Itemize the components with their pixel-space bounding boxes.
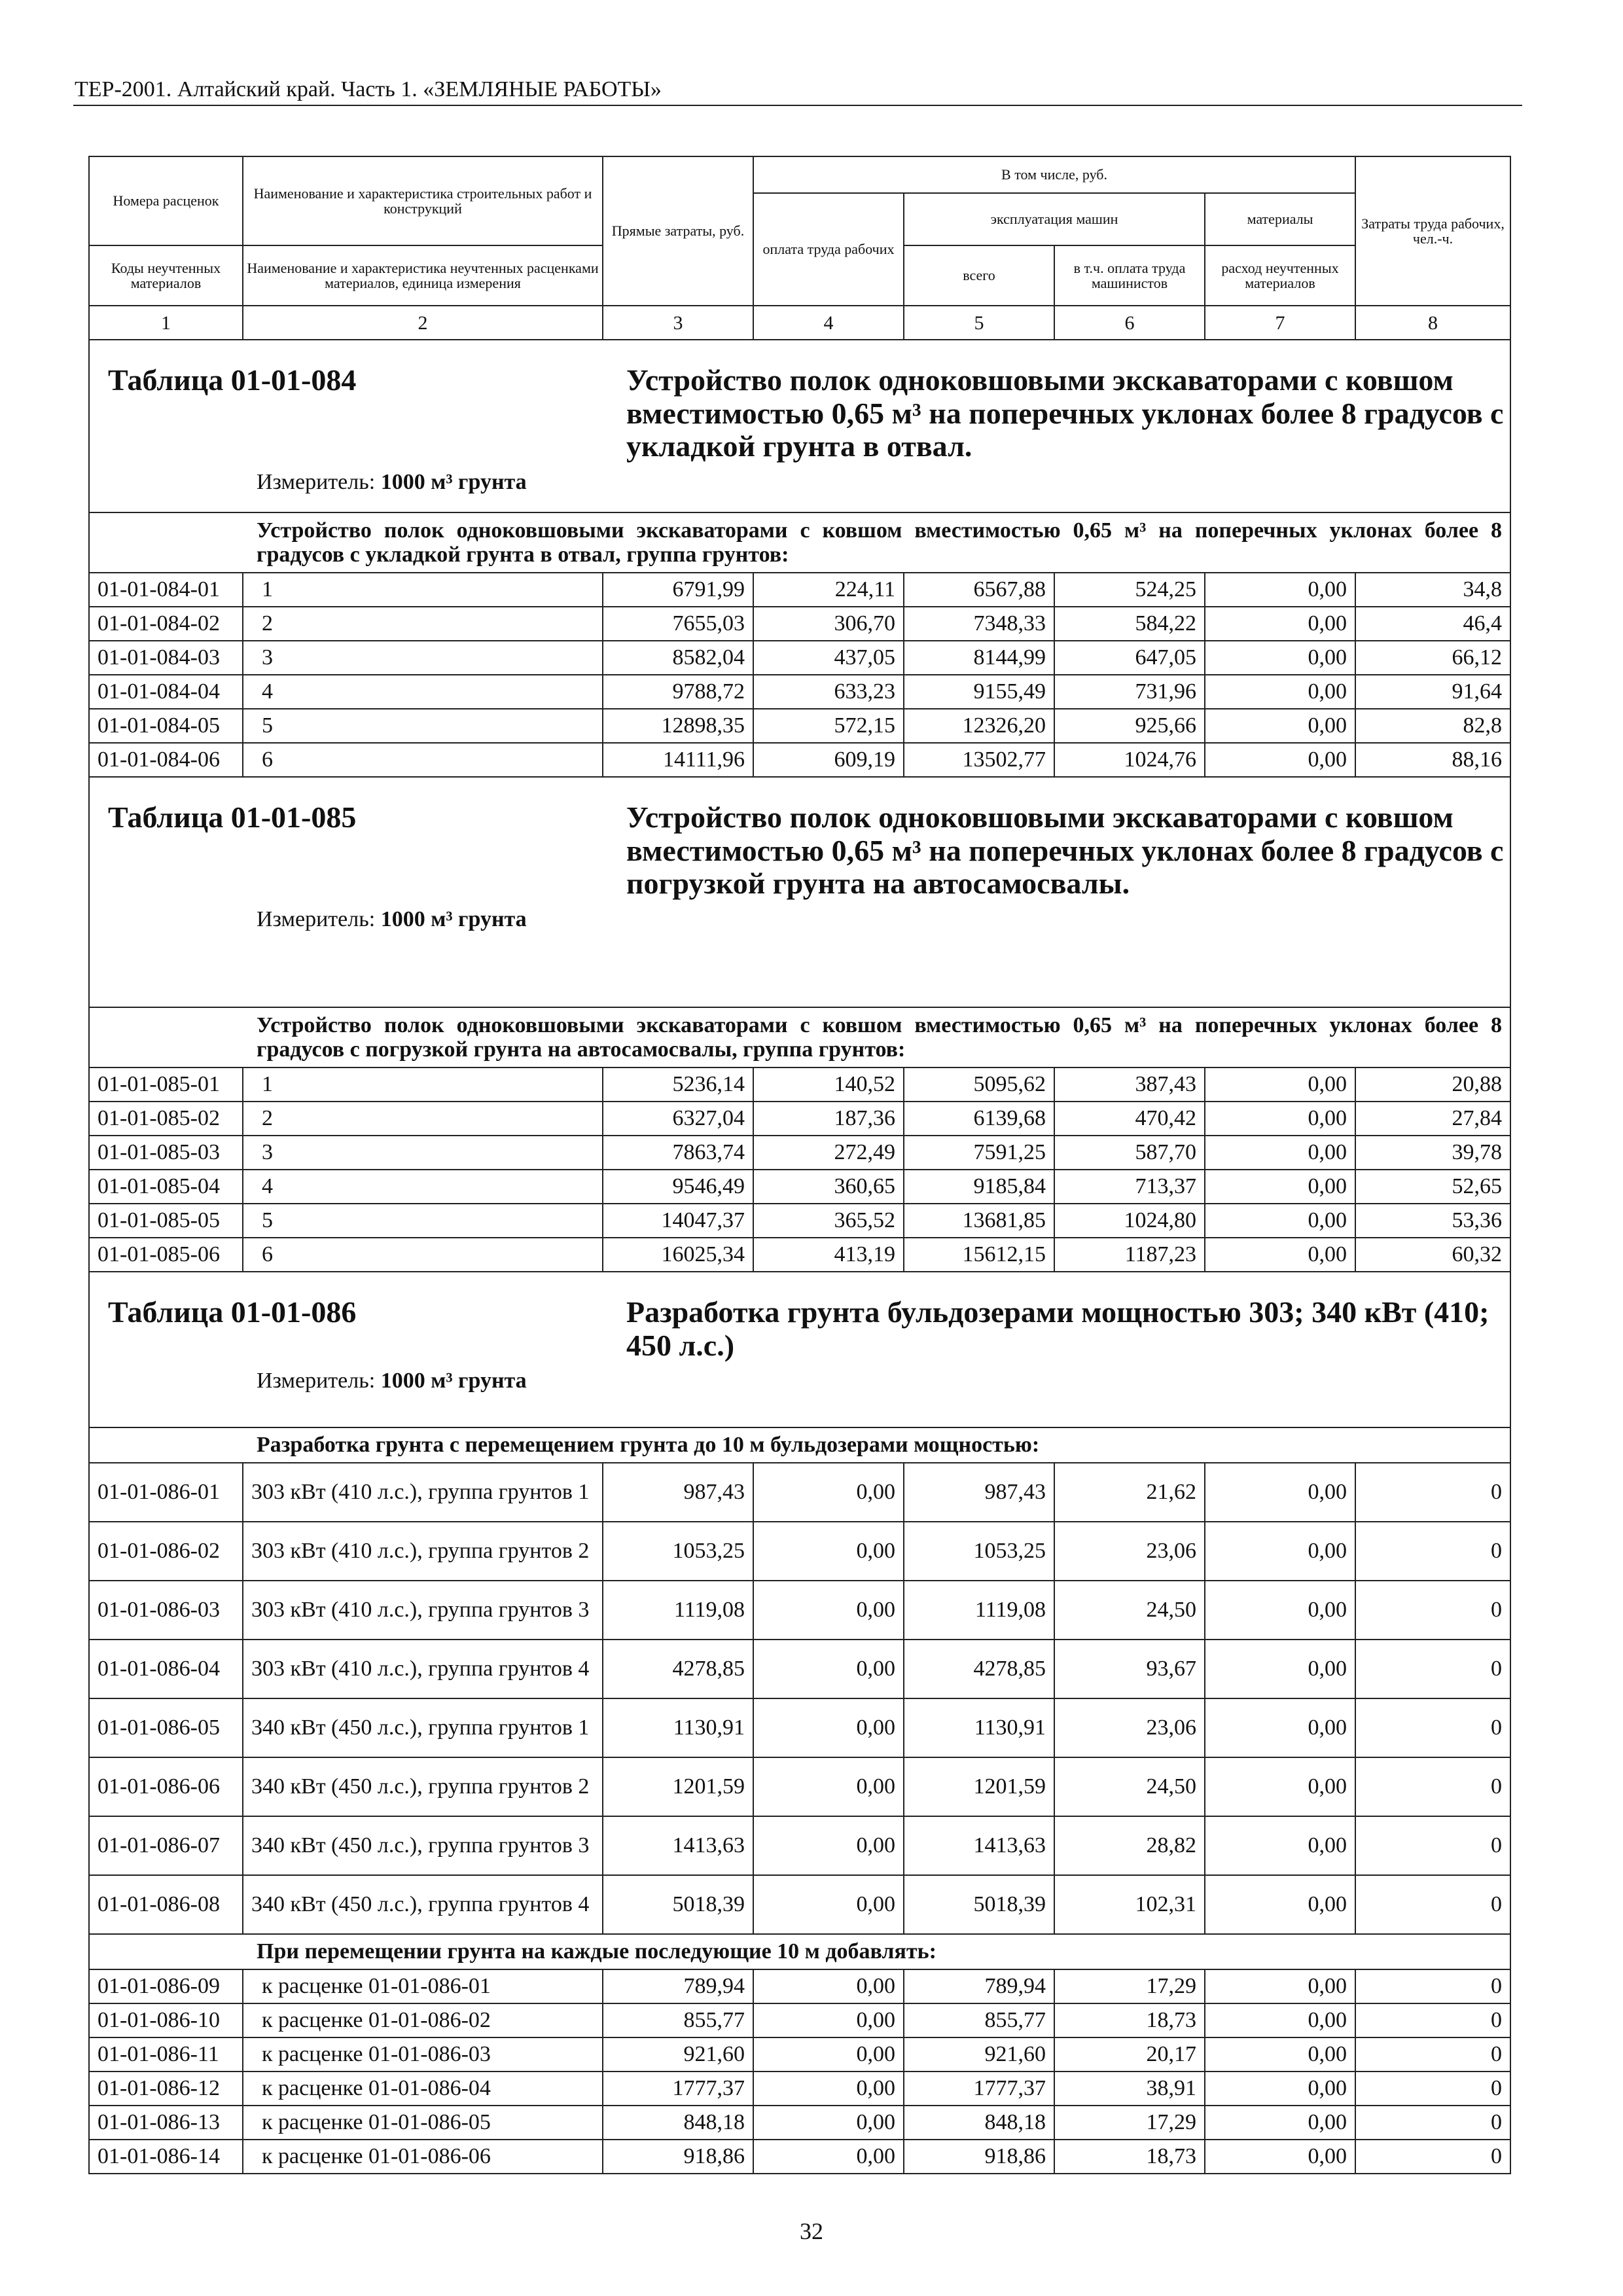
table-cell: 187,36 [753,1102,904,1136]
header-materials: материалы [1205,193,1355,245]
rates-table [88,156,1511,2174]
col-num: 2 [243,306,603,340]
table-cell: 0,00 [1205,1102,1355,1136]
table-cell: 28,82 [1054,1816,1205,1875]
table-cell: 0,00 [1205,607,1355,641]
col-num: 5 [904,306,1054,340]
table-cell: 140,52 [753,1067,904,1102]
table-cell: 0,00 [753,1640,904,1698]
table-cell: 01-01-086-08 [89,1875,243,1934]
table-row [89,1969,1510,2003]
table-cell: 12898,35 [603,709,753,743]
table-cell: 01-01-086-07 [89,1816,243,1875]
table-cell: 0,00 [753,2106,904,2140]
table-cell: 633,23 [753,675,904,709]
table-cell: 0,00 [1205,1698,1355,1757]
table-cell: 01-01-085-02 [89,1102,243,1136]
measure-label: Измеритель: [257,906,376,931]
table-cell: 0 [1355,1640,1510,1698]
group-heading: Разработка грунта с перемещением грунта до 10 м бульдозерами мощностью: [89,1427,1510,1463]
table-row [89,1102,1510,1136]
table-cell: 1024,80 [1054,1204,1205,1238]
table-cell: 0,00 [753,1581,904,1640]
table-cell: 303 кВт (410 л.с.), группа грунтов 2 [243,1522,603,1581]
table-cell: 6791,99 [603,573,753,607]
table-cell: 0,00 [1205,1204,1355,1238]
table-cell: 23,06 [1054,1698,1205,1757]
table-cell: 01-01-084-05 [89,709,243,743]
group-row [89,512,1510,573]
table-cell: 01-01-084-03 [89,641,243,675]
table-cell: 987,43 [603,1463,753,1522]
table-title-cell [89,340,1510,512]
group-row [89,1427,1510,1463]
table-cell: 53,36 [1355,1204,1510,1238]
header-name: Наименование и характеристика строительных работ и конструкций [243,156,603,245]
table-cell: 1413,63 [904,1816,1054,1875]
table-cell: 584,22 [1054,607,1205,641]
table-row [89,641,1510,675]
table-cell: 9788,72 [603,675,753,709]
table-cell: 6567,88 [904,573,1054,607]
table-title: Разработка грунта бульдозерами мощностью 303; 340 кВт (410; 450 л.с.) [626,1295,1489,1362]
header-rule [73,105,1522,106]
table-cell: 38,91 [1054,2072,1205,2106]
table-row [89,1522,1510,1581]
col-num: 7 [1205,306,1355,340]
table-cell: 0,00 [753,1698,904,1757]
table-cell: 18,73 [1054,2140,1205,2174]
table-cell: 0 [1355,2003,1510,2037]
table-row [89,1757,1510,1816]
table-cell: 88,16 [1355,743,1510,777]
table-cell: 1413,63 [603,1816,753,1875]
table-cell: 01-01-086-03 [89,1581,243,1640]
table-cell: 0,00 [1205,1067,1355,1102]
measure-unit: 1000 м³ грунта [380,906,527,931]
header-mat-exp: расход неучтенных материалов [1205,245,1355,306]
table-cell: 789,94 [904,1969,1054,2003]
table-cell: 921,60 [904,2037,1054,2072]
table-cell: к расценке 01-01-086-01 [243,1969,603,2003]
table-cell: 1201,59 [904,1757,1054,1816]
table-row [89,2106,1510,2140]
table-cell: 7591,25 [904,1136,1054,1170]
table-cell: 0 [1355,2037,1510,2072]
table-cell: 470,42 [1054,1102,1205,1136]
table-cell: 8144,99 [904,641,1054,675]
table-row [89,607,1510,641]
table-cell: 5236,14 [603,1067,753,1102]
table-title-block [89,340,1510,512]
table-row [89,675,1510,709]
table-cell: 7655,03 [603,607,753,641]
table-cell: 01-01-086-09 [89,1969,243,2003]
table-row [89,2072,1510,2106]
table-cell: 93,67 [1054,1640,1205,1698]
measure-unit: 1000 м³ грунта [380,469,527,494]
table-cell: 0 [1355,1875,1510,1934]
table-cell: 1201,59 [603,1757,753,1816]
table-cell: 0 [1355,1698,1510,1757]
table-cell: 1053,25 [904,1522,1054,1581]
table-cell: 01-01-086-04 [89,1640,243,1698]
table-row [89,1170,1510,1204]
table-cell: 1187,23 [1054,1238,1205,1272]
table-cell: 0,00 [1205,1522,1355,1581]
table-cell: 18,73 [1054,2003,1205,2037]
table-cell: 0,00 [1205,1816,1355,1875]
table-cell: 2 [243,1102,603,1136]
table-row [89,743,1510,777]
table-row [89,1136,1510,1170]
table-cell: 0,00 [1205,2106,1355,2140]
table-title: Устройство полок одноковшовыми экскаваторами с ковшом вместимостью 0,65 м³ на поперечных уклонах более 8 градусов с укладкой грунта в отвал. [626,363,1504,463]
table-cell: 1130,91 [603,1698,753,1757]
table-cell: 5095,62 [904,1067,1054,1102]
table-cell: 1777,37 [904,2072,1054,2106]
table-cell: 01-01-086-06 [89,1757,243,1816]
column-numbers [89,306,1510,340]
table-cell: 0,00 [1205,1875,1355,1934]
table-cell: к расценке 01-01-086-05 [243,2106,603,2140]
table-cell: 0,00 [1205,1640,1355,1698]
table-cell: 1024,76 [1054,743,1205,777]
table-cell: 0,00 [1205,743,1355,777]
table-cell: к расценке 01-01-086-02 [243,2003,603,2037]
table-cell: 272,49 [753,1136,904,1170]
table-cell: 20,17 [1054,2037,1205,2072]
table-row [89,2003,1510,2037]
table-cell: 0 [1355,2106,1510,2140]
table-cell: 4 [243,675,603,709]
table-cell: 6327,04 [603,1102,753,1136]
table-cell: 01-01-085-06 [89,1238,243,1272]
table-cell: 23,06 [1054,1522,1205,1581]
table-cell: 987,43 [904,1463,1054,1522]
measure-label: Измеритель: [257,469,376,494]
table-cell: 0,00 [1205,641,1355,675]
table-cell: 01-01-085-04 [89,1170,243,1204]
header-direct: Прямые затраты, руб. [603,156,753,306]
table-row [89,1204,1510,1238]
table-row [89,1640,1510,1698]
table-cell: 1 [243,1067,603,1102]
table-row [89,2140,1510,2174]
table-cell: 17,29 [1054,1969,1205,2003]
table-cell: 01-01-084-04 [89,675,243,709]
table-cell: 6 [243,743,603,777]
table-cell: 0,00 [1205,1463,1355,1522]
measure [257,470,1510,498]
table-cell: 01-01-084-01 [89,573,243,607]
table-cell: 24,50 [1054,1581,1205,1640]
table-cell: 1 [243,573,603,607]
table-cell: 609,19 [753,743,904,777]
table-cell: 60,32 [1355,1238,1510,1272]
table-cell: 0 [1355,1463,1510,1522]
header-total: всего [904,245,1054,306]
table-cell: 0,00 [753,1522,904,1581]
table-cell: 0,00 [753,1463,904,1522]
table-cell: 1119,08 [904,1581,1054,1640]
table-cell: 6139,68 [904,1102,1054,1136]
table-cell: 4278,85 [904,1640,1054,1698]
table-number: Таблица 01-01-085 [108,800,357,834]
table-row [89,1875,1510,1934]
table-cell: 0 [1355,1816,1510,1875]
table-cell: 1777,37 [603,2072,753,2106]
table-cell: к расценке 01-01-086-04 [243,2072,603,2106]
table-cell: 4 [243,1170,603,1204]
table-cell: 27,84 [1355,1102,1510,1136]
table-cell: 2 [243,607,603,641]
table-row [89,573,1510,607]
table-cell: 925,66 [1054,709,1205,743]
table-cell: 0,00 [1205,2072,1355,2106]
table-cell: 0,00 [1205,1581,1355,1640]
table-number: Таблица 01-01-084 [108,363,357,397]
table-cell: 0,00 [753,1875,904,1934]
table-cell: 7348,33 [904,607,1054,641]
table-cell: 12326,20 [904,709,1054,743]
table-row [89,709,1510,743]
table-cell: 572,15 [753,709,904,743]
group-heading: Устройство полок одноковшовыми экскаваторами с ковшом вместимостью 0,65 м³ на поперечных уклонах более 8 градусов с укладкой грунта в отвал, группа грунтов: [89,512,1510,573]
table-row [89,1238,1510,1272]
header-wage: оплата труда рабочих [753,193,904,306]
table-row [89,2037,1510,2072]
table-cell: 855,77 [904,2003,1054,2037]
table-cell: 0,00 [753,2003,904,2037]
table-cell: 0,00 [1205,675,1355,709]
table-cell: 224,11 [753,573,904,607]
page-number: 32 [800,2218,823,2244]
table-cell: 5 [243,709,603,743]
table-cell: 15612,15 [904,1238,1054,1272]
table-cell: 0,00 [1205,2003,1355,2037]
table-cell: 0 [1355,2140,1510,2174]
table-cell: 01-01-084-02 [89,607,243,641]
table-cell: 9185,84 [904,1170,1054,1204]
table-cell: 0 [1355,1522,1510,1581]
header-name2: Наименование и характеристика неучтенных расценками материалов, единица измерения [243,245,603,306]
header-labor: Затраты труда рабочих, чел.-ч. [1355,156,1510,306]
table-cell: 82,8 [1355,709,1510,743]
col-num: 1 [89,306,243,340]
table-cell: 713,37 [1054,1170,1205,1204]
table-cell: 01-01-086-11 [89,2037,243,2072]
table-cell: к расценке 01-01-086-06 [243,2140,603,2174]
table-cell: 91,64 [1355,675,1510,709]
table-cell: 0,00 [1205,1238,1355,1272]
table-cell: 303 кВт (410 л.с.), группа грунтов 4 [243,1640,603,1698]
table-cell: 855,77 [603,2003,753,2037]
table-cell: 01-01-085-05 [89,1204,243,1238]
table-title-cell [89,1272,1510,1427]
table-cell: 0 [1355,1969,1510,2003]
table-title-wrap [90,364,1510,498]
table-cell: 0,00 [1205,709,1355,743]
table-cell: 5 [243,1204,603,1238]
table-row [89,1581,1510,1640]
table-cell: 0,00 [753,1969,904,2003]
table-cell: 0,00 [753,1816,904,1875]
table-cell: 0,00 [1205,2140,1355,2174]
measure [257,907,1510,935]
table-cell: 437,05 [753,641,904,675]
table-cell: 0 [1355,2072,1510,2106]
table-row [89,1067,1510,1102]
group-row [89,1934,1510,1969]
col-num: 8 [1355,306,1510,340]
table-cell: 0,00 [1205,1969,1355,2003]
table-cell: 13502,77 [904,743,1054,777]
table-cell: 01-01-085-03 [89,1136,243,1170]
table-cell: 647,05 [1054,641,1205,675]
header-incl-wage: в т.ч. оплата труда машинистов [1054,245,1205,306]
header-codes: Коды неучтенных материалов [89,245,243,306]
table-cell: 789,94 [603,1969,753,2003]
table-cell: 340 кВт (450 л.с.), группа грунтов 3 [243,1816,603,1875]
table-cell: 14047,37 [603,1204,753,1238]
measure-unit: 1000 м³ грунта [380,1369,527,1393]
table-cell: 66,12 [1355,641,1510,675]
table-cell: 387,43 [1054,1067,1205,1102]
table-cell: 01-01-086-14 [89,2140,243,2174]
table-cell: 365,52 [753,1204,904,1238]
table-cell: 1053,25 [603,1522,753,1581]
table-cell: 360,65 [753,1170,904,1204]
table-cell: 14111,96 [603,743,753,777]
table-title: Устройство полок одноковшовыми экскаваторами с ковшом вместимостью 0,65 м³ на поперечных уклонах более 8 градусов с погрузкой грунта на автосамосвалы. [626,800,1504,901]
table-cell: 340 кВт (450 л.с.), группа грунтов 1 [243,1698,603,1757]
header-machines: эксплуатация машин [904,193,1205,245]
table-cell: 848,18 [603,2106,753,2140]
table-cell: 6 [243,1238,603,1272]
table-cell: к расценке 01-01-086-03 [243,2037,603,2072]
table-cell: 413,19 [753,1238,904,1272]
table-cell: 303 кВт (410 л.с.), группа грунтов 3 [243,1581,603,1640]
table-cell: 13681,85 [904,1204,1054,1238]
table-cell: 3 [243,1136,603,1170]
group-heading: При перемещении грунта на каждые последующие 10 м добавлять: [89,1934,1510,1969]
table-cell: 01-01-086-10 [89,2003,243,2037]
table-cell: 34,8 [1355,573,1510,607]
running-header: ТЕР-2001. Алтайский край. Часть 1. «ЗЕМЛЯНЫЕ РАБОТЫ» [75,77,662,101]
table-cell: 1119,08 [603,1581,753,1640]
table-cell: 01-01-086-05 [89,1698,243,1757]
table-cell: 0,00 [753,2037,904,2072]
table-cell: 0,00 [1205,573,1355,607]
header-row-1 [89,156,1510,193]
table-cell: 731,96 [1054,675,1205,709]
table-cell: 0,00 [1205,1170,1355,1204]
table-cell: 848,18 [904,2106,1054,2140]
table-cell: 0,00 [1205,2037,1355,2072]
table-cell: 921,60 [603,2037,753,2072]
table-cell: 303 кВт (410 л.с.), группа грунтов 1 [243,1463,603,1522]
group-row [89,1007,1510,1067]
col-num: 6 [1054,306,1205,340]
table-cell: 17,29 [1054,2106,1205,2140]
table-cell: 4278,85 [603,1640,753,1698]
table-cell: 01-01-086-12 [89,2072,243,2106]
table-row [89,1698,1510,1757]
table-title-block [89,777,1510,1007]
table-number: Таблица 01-01-086 [108,1295,357,1329]
table-cell: 0,00 [753,1757,904,1816]
table-cell: 0,00 [753,2140,904,2174]
table-cell: 20,88 [1355,1067,1510,1102]
table-cell: 918,86 [904,2140,1054,2174]
table-cell: 524,25 [1054,573,1205,607]
table-cell: 5018,39 [603,1875,753,1934]
table-cell: 39,78 [1355,1136,1510,1170]
table-cell: 1130,91 [904,1698,1054,1757]
table-cell: 8582,04 [603,641,753,675]
measure [257,1369,1510,1397]
table-cell: 7863,74 [603,1136,753,1170]
table-cell: 24,50 [1054,1757,1205,1816]
table-title-wrap [90,1296,1510,1397]
header-rate-no: Номера расценок [89,156,243,245]
col-num: 3 [603,306,753,340]
table-cell: 0,00 [1205,1757,1355,1816]
measure-label: Измеритель: [257,1369,376,1393]
table-cell: 9155,49 [904,675,1054,709]
table-cell: 21,62 [1054,1463,1205,1522]
table-cell: 46,4 [1355,607,1510,641]
table-cell: 102,31 [1054,1875,1205,1934]
table-cell: 01-01-086-13 [89,2106,243,2140]
table-cell: 0,00 [753,2072,904,2106]
table-cell: 340 кВт (450 л.с.), группа грунтов 2 [243,1757,603,1816]
table-cell: 01-01-085-01 [89,1067,243,1102]
table-cell: 0 [1355,1757,1510,1816]
table-cell: 340 кВт (450 л.с.), группа грунтов 4 [243,1875,603,1934]
table-row [89,1463,1510,1522]
table-cell: 52,65 [1355,1170,1510,1204]
table-cell: 587,70 [1054,1136,1205,1170]
table-cell: 9546,49 [603,1170,753,1204]
table-cell: 5018,39 [904,1875,1054,1934]
col-num: 4 [753,306,904,340]
table-title-wrap [90,801,1510,935]
table-cell: 01-01-086-02 [89,1522,243,1581]
table-title-cell [89,777,1510,1007]
table-cell: 3 [243,641,603,675]
header-incl: В том числе, руб. [753,156,1355,193]
table-cell: 306,70 [753,607,904,641]
table-cell: 01-01-084-06 [89,743,243,777]
table-cell: 01-01-086-01 [89,1463,243,1522]
table-cell: 0,00 [1205,1136,1355,1170]
table-cell: 0 [1355,1581,1510,1640]
table-title-block [89,1272,1510,1427]
table-cell: 16025,34 [603,1238,753,1272]
table-row [89,1816,1510,1875]
group-heading: Устройство полок одноковшовыми экскаваторами с ковшом вместимостью 0,65 м³ на поперечных уклонах более 8 градусов с погрузкой грунта на автосамосвалы, группа грунтов: [89,1007,1510,1067]
table-cell: 918,86 [603,2140,753,2174]
